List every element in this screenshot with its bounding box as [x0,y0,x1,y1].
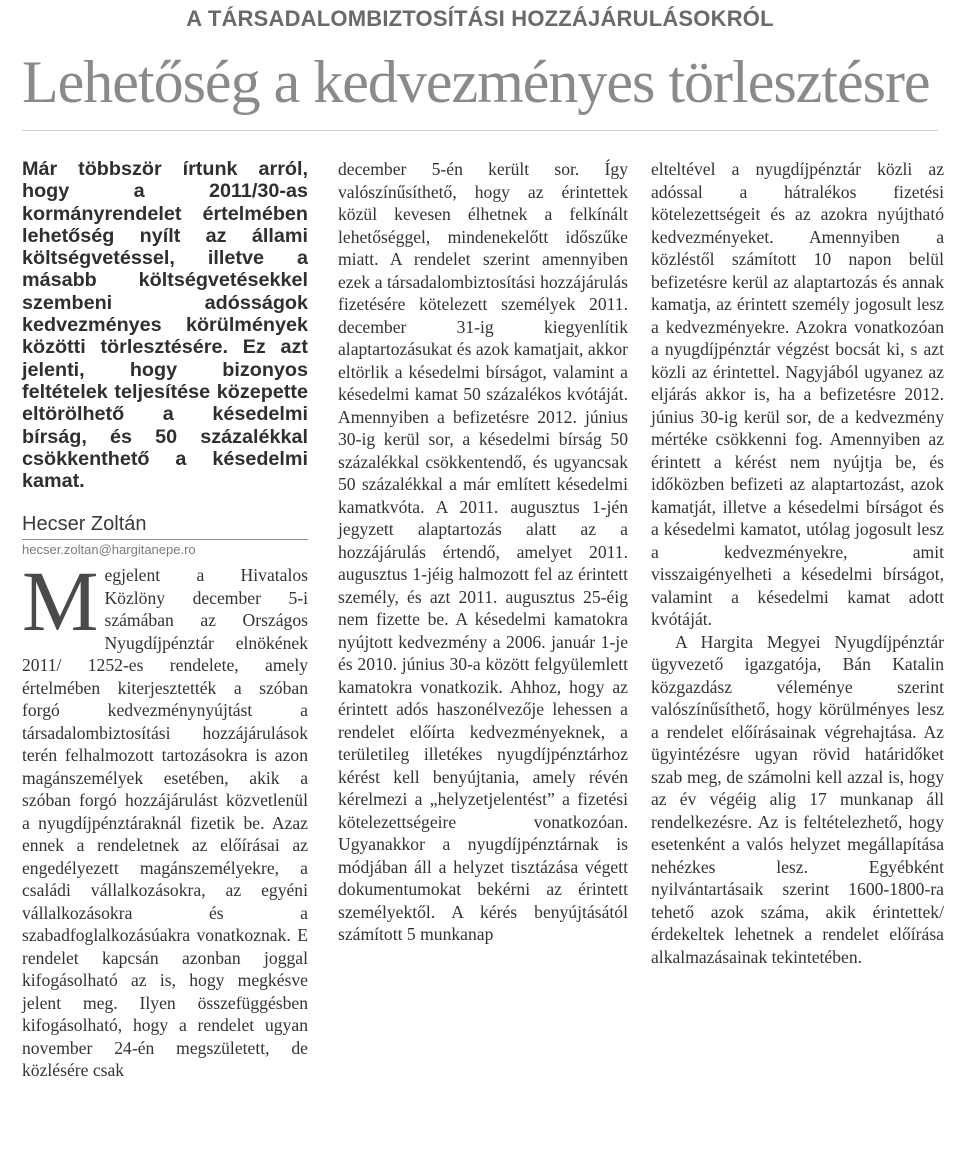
article-headline: Lehetőség a kedvezményes törlesztésre [22,49,930,115]
body-text-col3-paragraph-1: elteltével a nyugdíjpénztár közli az adóssal a hátralékos fizetési kötelezettségeit és az azokra nyújtható kedvezményeket. Amennyiben a közléstől számított 10 napon belül befizetésre kerül az alaptartozás és annak kamatja, az érintett személy jogosult lesz a kedvezményekre. Azokra vonatkozóan a nyugdíjpénztár végzést bocsát ki, s azt közli az érintettel. Nagyjából ugyanez az eljárás akkor is, ha a befizetésre 2012. június 30-ig kerül sor, de a kedvezmény mértéke csökkenni fog. Amennyiben az érintett a kérést nem nyújtja be, és időközben befizeti az alaptartozást, azok kamatját, illetve a késedelmi bírságot és a késedelmi kamatot, utólag jogosult lesz a kedvezményekre, amit visszaigényelheti a késedelmi bírságot, valamint a késedelmi kamat adott kvótáját. [651,159,944,629]
article-lead: Már többször írtunk arról, hogy a 2011/30-as kormányrendelet értelmében lehetőség nyílt az állami költségvetéssel, illetve a másabb költségvetésekkel szembeni adósságok kedvezményes körülmények közötti törlesztésére. Ez azt jelenti, hogy bizonyos feltételek teljesítése közepette eltörölhető a késedelmi bírság, és 50 százalékkal csökkenthető a késedelmi kamat. [22,158,308,493]
body-text-col3-paragraph-2: A Hargita Megyei Nyugdíjpénztár ügyvezető igazgatója, Bán Katalin közgazdász véleménye szerint valószínűsíthető, hogy körülményes lesz a rendelet előírásainak végrehajtása. Az ügyintézésre ugyan rövid határidőket szab meg, de számolni kell azzal is, hogy az év végéig alig 17 munkanap áll rendelkezésre. Az is feltételezhető, hogy esetenként a valós helyzet megállapítása nehézkes lesz. Egyébként nyilvántartásaik szerint 1600-1800-ra tehető azok száma, akik érintettek/érdekeltek lehetnek a rendelet előírása alkalmazásainak tekintetében. [651,631,944,967]
headline-divider [22,130,938,131]
column-3 [651,158,944,968]
body-text-col1: egjelent a Hivatalos Közlöny december 5-i számában az Országos Nyugdíjpénztár elnökének 2011/ 1252-es rendelete, amely értelmében kiterjesztették a szóban forgó kedvezménynyújtást a társadalombiztosítási hozzájárulások terén felhalmozott tartozásokra is azon magánszemélyek esetében, akik a szóban forgó hozzájárulást közvetlenül a nyugdíjpénztáraknál fizetik be. Azaz ennek a rendeletnek az előírásai az engedélyezett magánszemélyekre, a családi vállalkozásokra, az egyéni vállalkozásokra és a szabadfoglalkozásúakra vonatkoznak. E rendelet kapcsán azonban joggal kifogásolható az is, hogy megkésve jelent meg. Ilyen összefüggésben kifogásolható, hogy a rendelet ugyan november 24-én megszületett, de közlésére csak [22,565,308,1081]
article-kicker: A TÁRSADALOMBIZTOSÍTÁSI HOZZÁJÁRULÁSOKRÓL [186,6,774,31]
column-2 [338,158,628,946]
drop-cap: M [22,553,99,650]
byline-email[interactable]: hecser.zoltan@hargitanepe.ro [22,542,196,558]
column-1 [22,158,308,1082]
body-text-col2: december 5-én került sor. Így valószínűsíthető, hogy az érintettek közül kevesen élhetnek a felkínált lehetőséggel, mindenekelőtt időszűke miatt. A rendelet szerint amennyiben ezek a társadalombiztosítási hozzájárulás fizetésére kötelezett személyek 2011. december 31-ig kiegyenlítik alaptartozásukat és azok kamatjait, akkor eltörlik a késedelmi bírságot, valamint a késedelmi kamat 50 százalékos kvótáját. Amennyiben a befizetésre 2012. június 30-ig kerül sor, a késedelmi bírság 50 százalékkal csökkentendő, és ugyancsak 50 százalékkal a már említett késedelmi kamatkvóta. A 2011. augusztus 1-jén jegyzett alaptartozás alatt az a hozzájárulás értendő, amelyet 2011. augusztus 1-jéig halmozott fel az érintett személy, és azt 2011. augusztus 25-éig nem fizette be. A késedelmi kamatokra nyújtott kedvezmény a 2006. január 1-je és 2010. június 30-a között felgyülemlett kamatokra vonatkozik. Ahhoz, hogy az érintett adós haszonélvezője lehessen a rendelet előírta kedvezményeknek, a területileg illetékes nyugdíjpénztárhoz kérést kell benyújtania, amely révén kérelmezi a „helyzetjelentést” a fizetési kötelezettségeire vonatkozóan. Ugyanakkor a nyugdíjpénztárnak is módjában áll a helyzet tisztázása végett dokumentumokat bekérni az érintett személyektől. A kérés benyújtásától számított 5 munkanap [338,159,628,944]
body-paragraph-1 [22,553,308,1082]
byline-author: Hecser Zoltán [22,512,308,540]
